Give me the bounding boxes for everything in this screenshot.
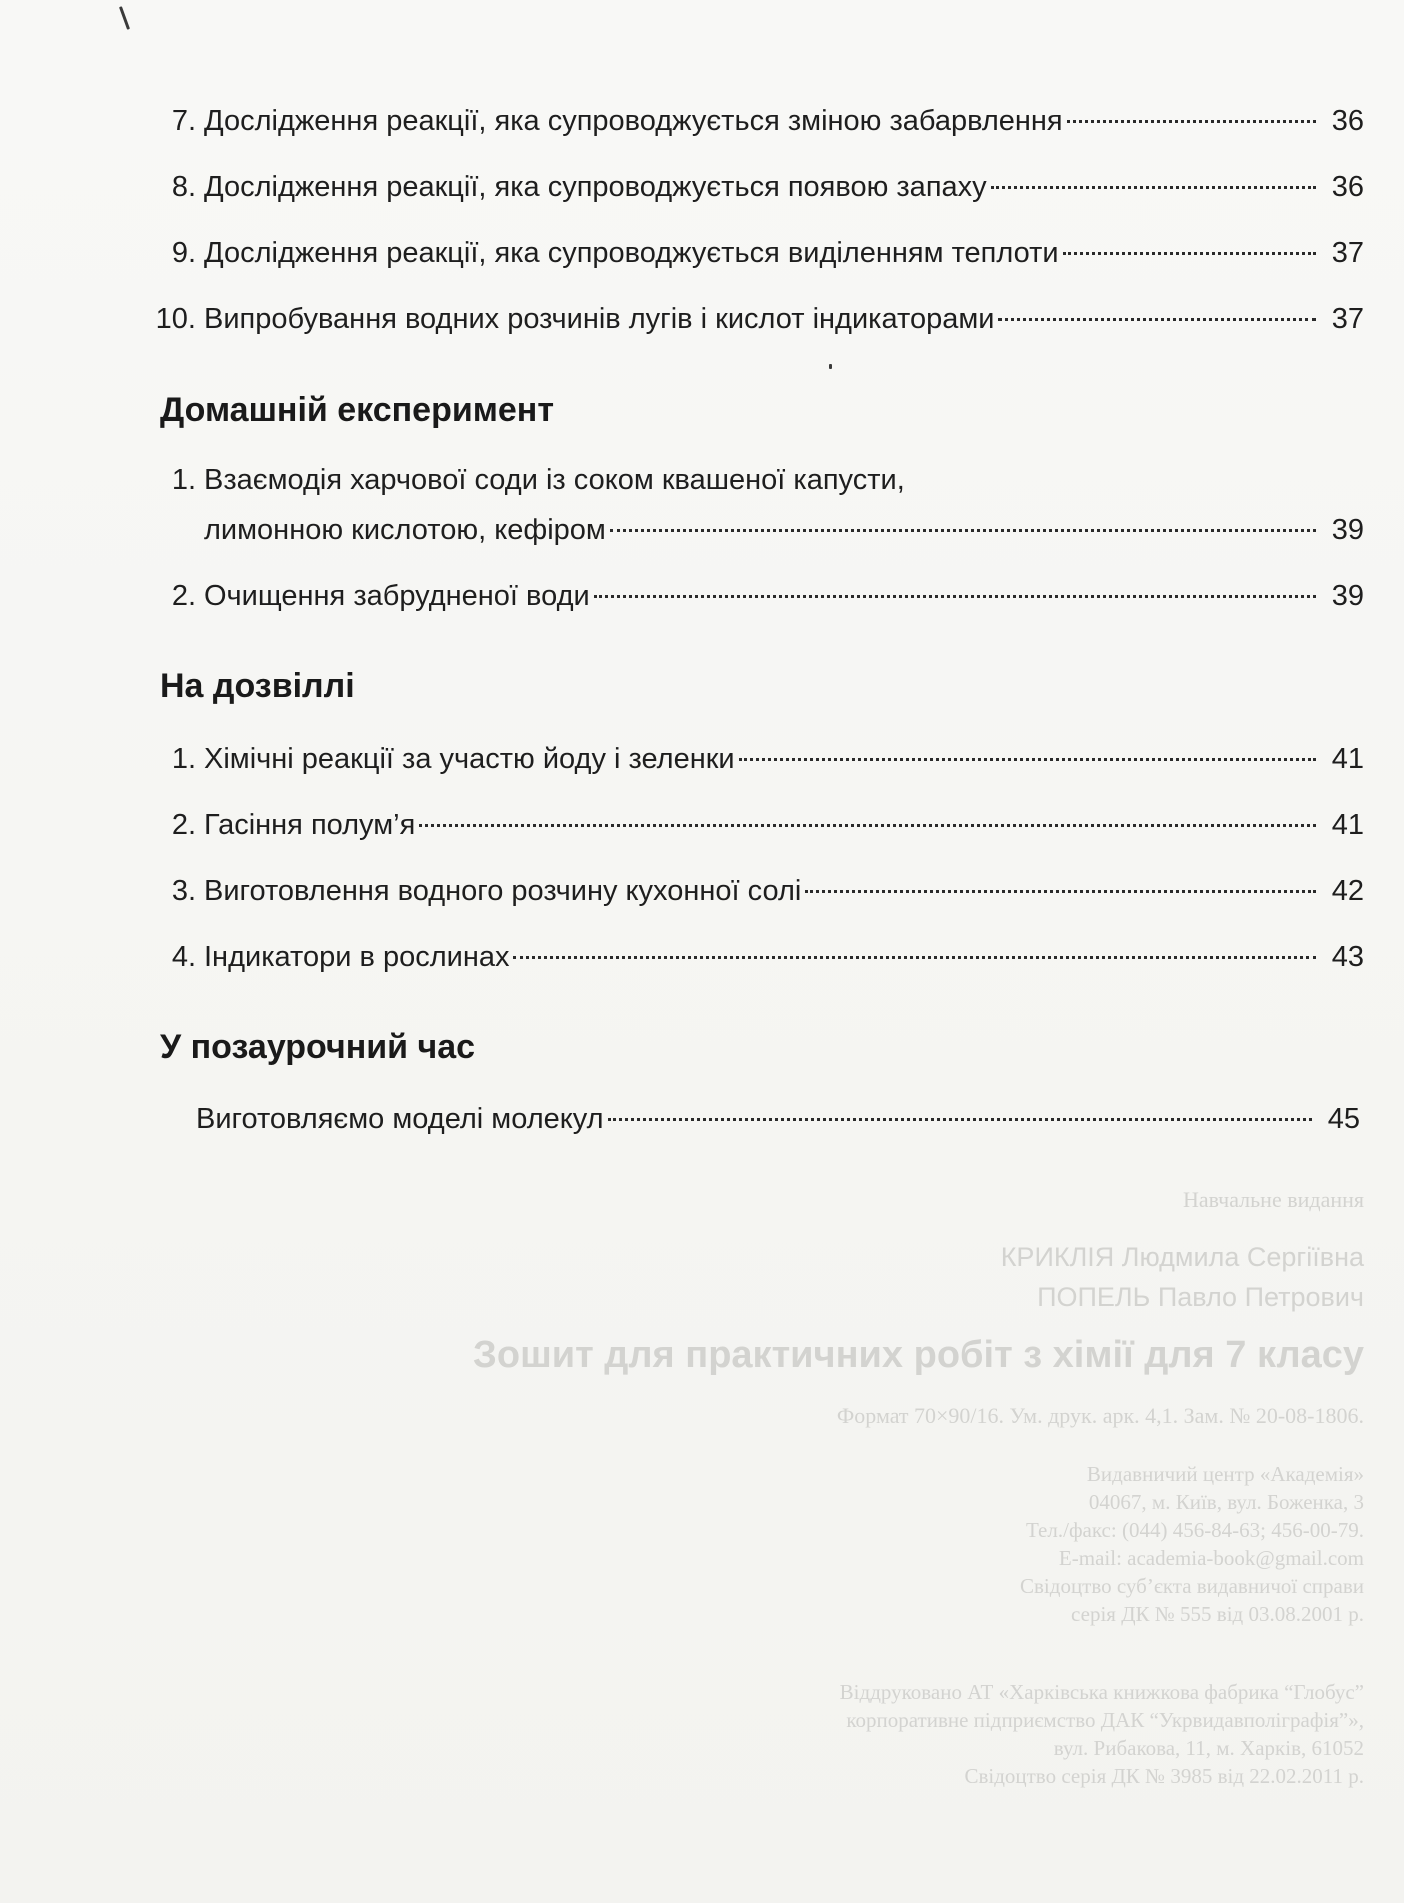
toc-home-item-1-line2[interactable]: [204, 513, 1364, 547]
toc-item-9[interactable]: [140, 236, 1364, 270]
toc-item-number: 2.: [171, 809, 196, 841]
toc-leisure-item-4[interactable]: [140, 940, 1364, 974]
ghost-publisher-line-2: 04067, м. Київ, вул. Боженка, 3: [1088, 1490, 1364, 1514]
toc-home-item-1-line1[interactable]: [140, 463, 1364, 497]
toc-item-page: 45: [1327, 1103, 1360, 1135]
toc-item-page: 39: [1331, 514, 1364, 546]
section-heading-extracurricular: У позаурочний час: [160, 1028, 476, 1066]
toc-item-page: 41: [1331, 743, 1364, 775]
ghost-publisher-line-3: Тел./факс: (044) 456-84-63; 456-00-79.: [1026, 1518, 1364, 1542]
toc-leader-dots: [1063, 252, 1316, 255]
ghost-printer-line-3: вул. Рибакова, 11, м. Харків, 61052: [1053, 1736, 1364, 1760]
toc-item-number: 3.: [171, 875, 196, 907]
toc-leader-dots: [998, 318, 1316, 321]
toc-item-number: 8.: [171, 171, 196, 203]
toc-item-number: 9.: [171, 237, 196, 269]
scan-mark-top: [119, 6, 130, 30]
toc-item-title: Взаємодія харчової соди із соком квашеної капусти,: [204, 464, 905, 496]
toc-leader-dots: [513, 956, 1316, 959]
toc-item-7[interactable]: [140, 104, 1364, 138]
ghost-publisher-line-1: Видавничий центр «Академія»: [1086, 1462, 1364, 1486]
toc-item-number: 10.: [155, 303, 196, 335]
ghost-author-1: КРИКЛІЯ Людмила Сергіївна: [1000, 1242, 1364, 1272]
toc-leader-dots: [739, 758, 1316, 761]
ghost-format: Формат 70×90/16. Ум. друк. арк. 4,1. Зам. № 20-08-1806.: [836, 1403, 1364, 1428]
toc-item-page: 37: [1331, 237, 1364, 269]
toc-leader-dots: [1067, 120, 1316, 123]
toc-item-page: 43: [1331, 941, 1364, 973]
toc-item-number: 7.: [171, 105, 196, 137]
toc-item-title: Гасіння полум’я: [204, 809, 416, 841]
ghost-publisher-line-4: E-mail: academia-book@gmail.com: [1058, 1546, 1364, 1570]
toc-item-title: Дослідження реакції, яка супроводжується виділенням теплоти: [204, 237, 1059, 269]
toc-extra-item-1[interactable]: [196, 1102, 1360, 1136]
toc-item-10[interactable]: [140, 302, 1364, 336]
toc-item-title: Хімічні реакції за участю йоду і зеленки: [204, 743, 735, 775]
toc-leisure-item-1[interactable]: [140, 742, 1364, 776]
toc-item-page: 41: [1331, 809, 1364, 841]
toc-leader-dots: [594, 595, 1316, 598]
toc-item-page: 36: [1331, 105, 1364, 137]
toc-item-title: Виготовлення водного розчину кухонної солі: [204, 875, 802, 907]
toc-item-title: Очищення забрудненої води: [204, 580, 590, 612]
toc-item-title-continued: лимонною кислотою, кефіром: [204, 514, 606, 546]
toc-item-page: 37: [1331, 303, 1364, 335]
ghost-edition-label: Навчальне видання: [1182, 1187, 1364, 1212]
scan-mark-middle: [829, 364, 832, 369]
toc-leisure-item-3[interactable]: [140, 874, 1364, 908]
toc-item-number: 1.: [171, 743, 196, 775]
toc-leader-dots: [610, 529, 1316, 532]
ghost-publisher-line-5: Свідоцтво суб’єкта видавничої справи: [1020, 1574, 1364, 1598]
toc-leisure-item-2[interactable]: [140, 808, 1364, 842]
toc-item-page: 42: [1331, 875, 1364, 907]
ghost-printer-line-2: корпоративне підприємство ДАК “Укрвидавполіграфія”»,: [846, 1708, 1364, 1732]
toc-item-number: 1.: [171, 464, 196, 496]
toc-home-item-2[interactable]: [140, 579, 1364, 613]
section-heading-home-experiment: Домашній експеримент: [160, 391, 554, 429]
ghost-printer-line-1: Віддруковано АТ «Харківська книжкова фабрика “Глобус”: [839, 1680, 1364, 1704]
ghost-author-2: ПОПЕЛЬ Павло Петрович: [1037, 1282, 1364, 1312]
toc-item-page: 36: [1331, 171, 1364, 203]
toc-leader-dots: [991, 186, 1316, 189]
toc-leader-dots: [805, 890, 1316, 893]
toc-item-page: 39: [1331, 580, 1364, 612]
ghost-publisher-line-6: серія ДК № 555 від 03.08.2001 р.: [1071, 1602, 1364, 1626]
ghost-printer-line-4: Свідоцтво серія ДК № 3985 від 22.02.2011 р.: [964, 1764, 1364, 1788]
toc-item-8[interactable]: [140, 170, 1364, 204]
toc-item-title: Дослідження реакції, яка супроводжується зміною забарвлення: [204, 105, 1063, 137]
toc-item-title: Індикатори в рослинах: [204, 941, 510, 973]
toc-item-title: Дослідження реакції, яка супроводжується появою запаху: [204, 171, 987, 203]
toc-item-number: 2.: [171, 580, 196, 612]
toc-item-title: Випробування водних розчинів лугів і кислот індикаторами: [204, 303, 995, 335]
toc-leader-dots: [419, 824, 1316, 827]
toc-leader-dots: [608, 1118, 1312, 1121]
section-heading-leisure: На дозвіллі: [160, 667, 355, 705]
toc-item-title: Виготовляємо моделі молекул: [196, 1103, 604, 1135]
ghost-book-title: Зошит для практичних робіт з хімії для 7 класу: [473, 1334, 1364, 1376]
toc-item-number: 4.: [171, 941, 196, 973]
